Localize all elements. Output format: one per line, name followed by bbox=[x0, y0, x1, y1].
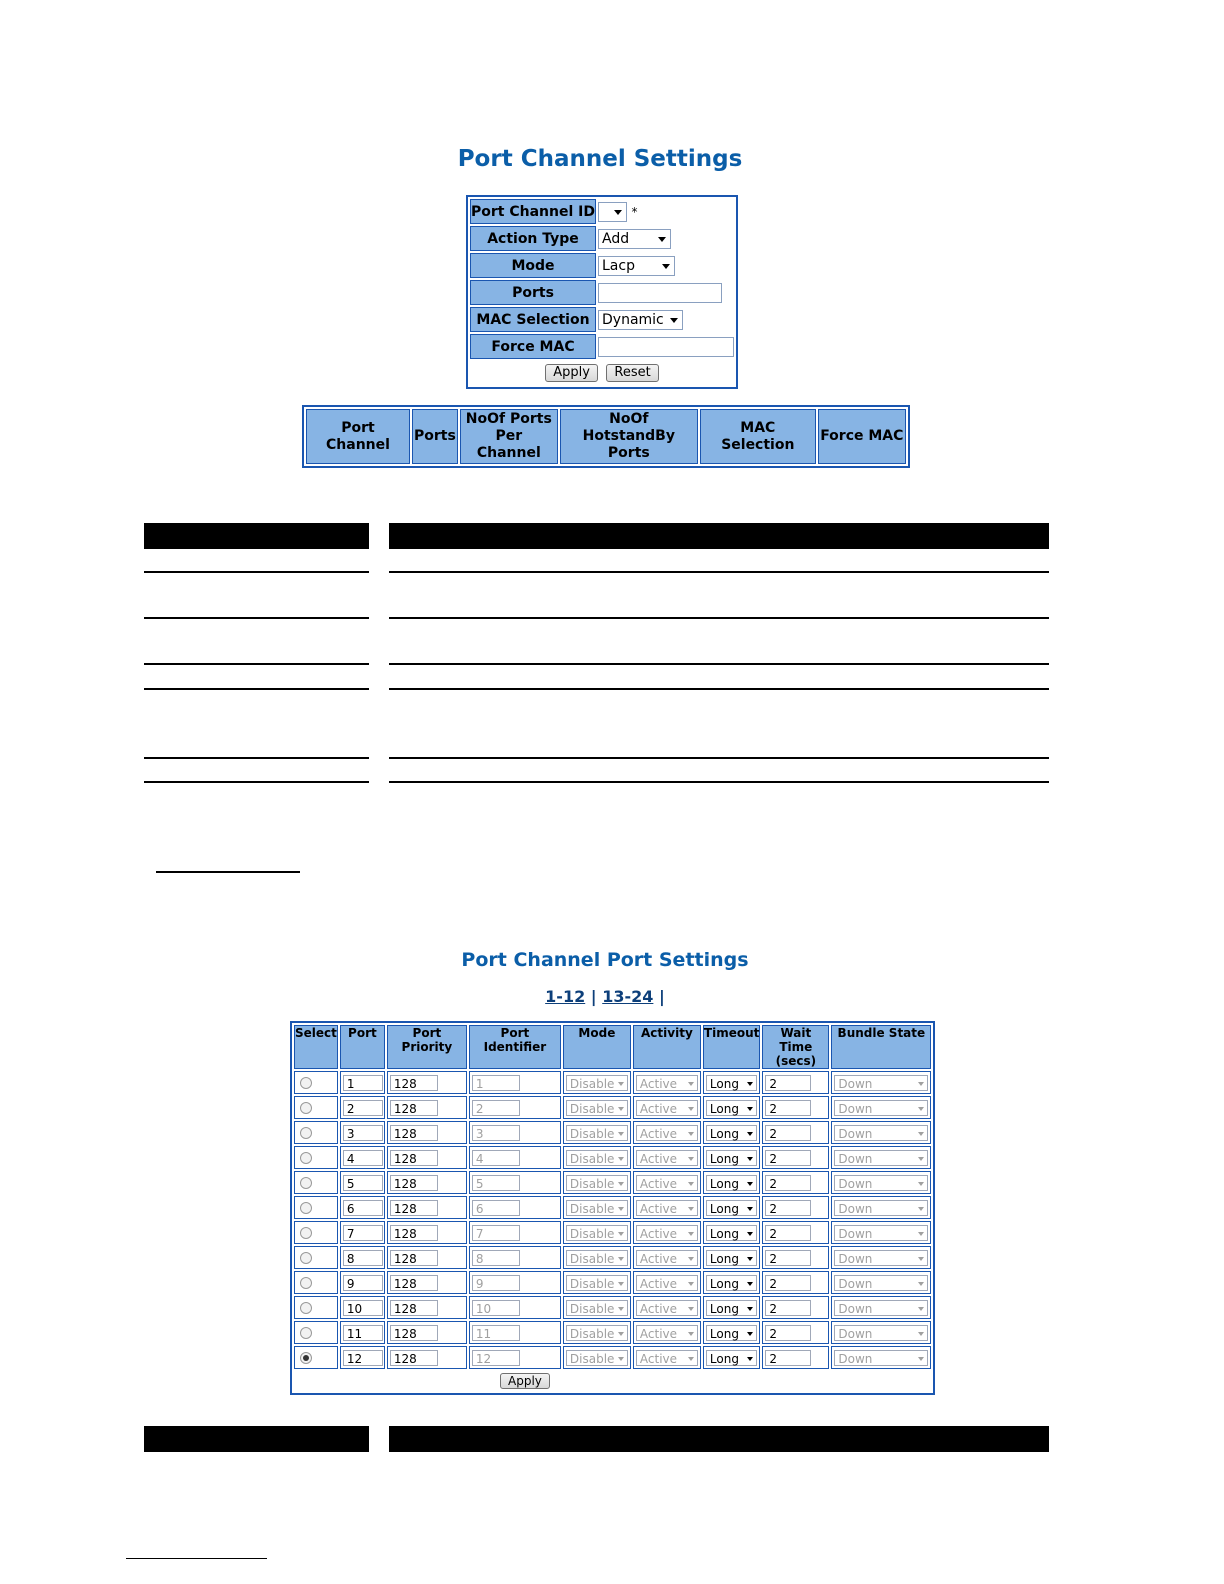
activity-select: Active bbox=[636, 1150, 698, 1166]
port-input[interactable]: 2 bbox=[343, 1100, 383, 1116]
chevron-down-icon bbox=[747, 1332, 753, 1336]
divider bbox=[144, 617, 369, 619]
mac-selection-label: MAC Selection bbox=[470, 307, 596, 332]
timeout-select[interactable]: Long bbox=[706, 1175, 757, 1191]
chevron-down-icon bbox=[618, 1307, 624, 1311]
port-settings-apply-button[interactable]: Apply bbox=[500, 1373, 550, 1389]
port-identifier-input: 12 bbox=[472, 1350, 520, 1366]
port-priority-input[interactable]: 128 bbox=[390, 1325, 438, 1341]
divider bbox=[389, 617, 1049, 619]
port-identifier-input: 2 bbox=[472, 1100, 520, 1116]
chevron-down-icon bbox=[918, 1132, 924, 1136]
row-select-radio[interactable] bbox=[300, 1102, 312, 1114]
table-row bbox=[294, 1071, 931, 1094]
chevron-down-icon bbox=[618, 1157, 624, 1161]
port-priority-input[interactable]: 128 bbox=[390, 1275, 438, 1291]
chevron-down-icon bbox=[688, 1357, 694, 1361]
row-select-radio[interactable] bbox=[300, 1177, 312, 1189]
chevron-down-icon bbox=[747, 1157, 753, 1161]
object-header-bar bbox=[144, 1426, 369, 1452]
port-settings-table bbox=[290, 1021, 935, 1395]
force-mac-label: Force MAC bbox=[470, 334, 596, 359]
chevron-down-icon bbox=[614, 210, 622, 215]
table-row bbox=[294, 1146, 931, 1169]
chevron-down-icon bbox=[618, 1207, 624, 1211]
activity-select: Active bbox=[636, 1350, 698, 1366]
port-identifier-input: 10 bbox=[472, 1300, 520, 1316]
row-select-radio[interactable] bbox=[300, 1202, 312, 1214]
wait-time-input[interactable]: 2 bbox=[765, 1125, 811, 1141]
description-header-bar bbox=[389, 523, 1049, 549]
timeout-select[interactable]: Long bbox=[706, 1275, 757, 1291]
column-header: Timeout bbox=[703, 1025, 760, 1069]
activity-select: Active bbox=[636, 1300, 698, 1316]
port-settings-title: Port Channel Port Settings bbox=[461, 949, 749, 971]
port-input[interactable]: 3 bbox=[343, 1125, 383, 1141]
timeout-select[interactable]: Long bbox=[706, 1325, 757, 1341]
mode-select[interactable]: Lacp bbox=[598, 256, 675, 276]
chevron-down-icon bbox=[688, 1157, 694, 1161]
chevron-down-icon bbox=[918, 1332, 924, 1336]
pager-link-1-12[interactable]: 1-12 bbox=[545, 987, 586, 1006]
chevron-down-icon bbox=[688, 1132, 694, 1136]
wait-time-input[interactable]: 2 bbox=[765, 1250, 811, 1266]
timeout-select[interactable]: Long bbox=[706, 1300, 757, 1316]
chevron-down-icon bbox=[618, 1082, 624, 1086]
bundle-state-select: Down bbox=[834, 1150, 928, 1166]
pager-link-13-24[interactable]: 13-24 bbox=[602, 987, 654, 1006]
chevron-down-icon bbox=[662, 264, 670, 269]
mode-select: Disable bbox=[566, 1175, 628, 1191]
divider bbox=[389, 663, 1049, 665]
port-channel-form bbox=[466, 195, 738, 389]
row-select-radio[interactable] bbox=[300, 1152, 312, 1164]
port-priority-input[interactable]: 128 bbox=[390, 1075, 438, 1091]
divider bbox=[389, 571, 1049, 573]
chevron-down-icon bbox=[918, 1082, 924, 1086]
chevron-down-icon bbox=[747, 1357, 753, 1361]
column-header: NoOf Ports Per Channel bbox=[460, 409, 558, 464]
bundle-state-select: Down bbox=[834, 1350, 928, 1366]
bundle-state-select: Down bbox=[834, 1100, 928, 1116]
chevron-down-icon bbox=[747, 1282, 753, 1286]
row-select-radio[interactable] bbox=[300, 1277, 312, 1289]
chevron-down-icon bbox=[918, 1257, 924, 1261]
timeout-select[interactable]: Long bbox=[706, 1125, 757, 1141]
port-channel-id-label: Port Channel ID bbox=[470, 199, 596, 224]
chevron-down-icon bbox=[688, 1282, 694, 1286]
required-marker: * bbox=[631, 204, 638, 219]
chevron-down-icon bbox=[747, 1257, 753, 1261]
mode-select: Disable bbox=[566, 1275, 628, 1291]
mode-select: Disable bbox=[566, 1325, 628, 1341]
chevron-down-icon bbox=[918, 1232, 924, 1236]
force-mac-input[interactable] bbox=[598, 337, 734, 357]
port-input[interactable]: 11 bbox=[343, 1325, 383, 1341]
table-row bbox=[294, 1296, 931, 1319]
activity-select: Active bbox=[636, 1275, 698, 1291]
mode-select: Disable bbox=[566, 1150, 628, 1166]
activity-select: Active bbox=[636, 1200, 698, 1216]
bundle-state-select: Down bbox=[834, 1325, 928, 1341]
pager: 1-12 | 13-24 | bbox=[545, 987, 665, 1006]
table-row bbox=[294, 1096, 931, 1119]
wait-time-input[interactable]: 2 bbox=[765, 1275, 811, 1291]
bundle-state-select: Down bbox=[834, 1275, 928, 1291]
port-input[interactable]: 6 bbox=[343, 1200, 383, 1216]
mode-select: Disable bbox=[566, 1125, 628, 1141]
table-row bbox=[294, 1171, 931, 1194]
row-select-radio[interactable] bbox=[300, 1252, 312, 1264]
mode-select: Disable bbox=[566, 1225, 628, 1241]
column-header: Port Priority bbox=[387, 1025, 467, 1069]
timeout-select[interactable]: Long bbox=[706, 1075, 757, 1091]
column-header: Mode bbox=[563, 1025, 631, 1069]
wait-time-input[interactable]: 2 bbox=[765, 1175, 811, 1191]
timeout-select[interactable]: Long bbox=[706, 1200, 757, 1216]
port-input[interactable]: 10 bbox=[343, 1300, 383, 1316]
wait-time-input[interactable]: 2 bbox=[765, 1325, 811, 1341]
chevron-down-icon bbox=[918, 1207, 924, 1211]
column-header: Wait Time (secs) bbox=[762, 1025, 829, 1069]
divider bbox=[144, 781, 369, 783]
port-priority-input[interactable]: 128 bbox=[390, 1150, 438, 1166]
timeout-select[interactable]: Long bbox=[706, 1225, 757, 1241]
chevron-down-icon bbox=[658, 237, 666, 242]
port-priority-input[interactable]: 128 bbox=[390, 1250, 438, 1266]
mode-select: Disable bbox=[566, 1100, 628, 1116]
timeout-select[interactable]: Long bbox=[706, 1250, 757, 1266]
table-row bbox=[294, 1321, 931, 1344]
wait-time-input[interactable]: 2 bbox=[765, 1350, 811, 1366]
chevron-down-icon bbox=[688, 1182, 694, 1186]
column-header: Bundle State bbox=[831, 1025, 931, 1069]
activity-select: Active bbox=[636, 1125, 698, 1141]
page-title: Port Channel Settings bbox=[457, 146, 743, 172]
divider bbox=[144, 663, 369, 665]
chevron-down-icon bbox=[747, 1107, 753, 1111]
divider bbox=[389, 757, 1049, 759]
divider bbox=[144, 757, 369, 759]
mode-select: Disable bbox=[566, 1300, 628, 1316]
row-select-radio[interactable] bbox=[300, 1227, 312, 1239]
chevron-down-icon bbox=[747, 1182, 753, 1186]
column-header: MAC Selection bbox=[700, 409, 816, 464]
timeout-select[interactable]: Long bbox=[706, 1150, 757, 1166]
port-priority-input[interactable]: 128 bbox=[390, 1350, 438, 1366]
chevron-down-icon bbox=[618, 1182, 624, 1186]
section-underline bbox=[156, 871, 300, 873]
port-input[interactable]: 1 bbox=[343, 1075, 383, 1091]
chevron-down-icon bbox=[688, 1257, 694, 1261]
divider bbox=[144, 688, 369, 690]
activity-select: Active bbox=[636, 1250, 698, 1266]
port-identifier-input: 5 bbox=[472, 1175, 520, 1191]
port-identifier-input: 3 bbox=[472, 1125, 520, 1141]
wait-time-input[interactable]: 2 bbox=[765, 1150, 811, 1166]
chevron-down-icon bbox=[618, 1282, 624, 1286]
chevron-down-icon bbox=[918, 1157, 924, 1161]
activity-select: Active bbox=[636, 1100, 698, 1116]
wait-time-input[interactable]: 2 bbox=[765, 1300, 811, 1316]
description-header-bar bbox=[389, 1426, 1049, 1452]
action-type-label: Action Type bbox=[470, 226, 596, 251]
chevron-down-icon bbox=[688, 1082, 694, 1086]
activity-select: Active bbox=[636, 1325, 698, 1341]
port-identifier-input: 6 bbox=[472, 1200, 520, 1216]
row-select-radio[interactable] bbox=[300, 1127, 312, 1139]
column-header: Port Identifier bbox=[469, 1025, 561, 1069]
port-input[interactable]: 5 bbox=[343, 1175, 383, 1191]
port-priority-input[interactable]: 128 bbox=[390, 1125, 438, 1141]
object-header-bar bbox=[144, 523, 369, 549]
column-header: NoOf HotstandBy Ports bbox=[560, 409, 698, 464]
bundle-state-select: Down bbox=[834, 1075, 928, 1091]
mode-select: Disable bbox=[566, 1350, 628, 1366]
chevron-down-icon bbox=[747, 1232, 753, 1236]
chevron-down-icon bbox=[688, 1232, 694, 1236]
action-type-select[interactable]: Add bbox=[598, 229, 671, 249]
table-row bbox=[294, 1221, 931, 1244]
bundle-state-select: Down bbox=[834, 1250, 928, 1266]
wait-time-input[interactable]: 2 bbox=[765, 1225, 811, 1241]
port-identifier-input: 1 bbox=[472, 1075, 520, 1091]
divider bbox=[389, 781, 1049, 783]
table-row bbox=[294, 1271, 931, 1294]
chevron-down-icon bbox=[918, 1107, 924, 1111]
row-select-radio[interactable] bbox=[300, 1077, 312, 1089]
column-header: Ports bbox=[412, 409, 458, 464]
table-row bbox=[294, 1346, 931, 1369]
reset-button[interactable]: Reset bbox=[606, 364, 658, 382]
chevron-down-icon bbox=[747, 1132, 753, 1136]
chevron-down-icon bbox=[618, 1232, 624, 1236]
wait-time-input[interactable]: 2 bbox=[765, 1075, 811, 1091]
chevron-down-icon bbox=[747, 1207, 753, 1211]
chevron-down-icon bbox=[618, 1257, 624, 1261]
timeout-select[interactable]: Long bbox=[706, 1350, 757, 1366]
row-select-radio[interactable] bbox=[300, 1302, 312, 1314]
chevron-down-icon bbox=[918, 1282, 924, 1286]
mode-label: Mode bbox=[470, 253, 596, 278]
port-input[interactable]: 7 bbox=[343, 1225, 383, 1241]
chevron-down-icon bbox=[670, 318, 678, 323]
table-row bbox=[294, 1121, 931, 1144]
chevron-down-icon bbox=[688, 1307, 694, 1311]
wait-time-input[interactable]: 2 bbox=[765, 1200, 811, 1216]
bundle-state-select: Down bbox=[834, 1225, 928, 1241]
port-input[interactable]: 8 bbox=[343, 1250, 383, 1266]
row-select-radio[interactable] bbox=[300, 1327, 312, 1339]
apply-button[interactable]: Apply bbox=[545, 364, 598, 382]
port-input[interactable]: 12 bbox=[343, 1350, 383, 1366]
port-identifier-input: 4 bbox=[472, 1150, 520, 1166]
chevron-down-icon bbox=[688, 1332, 694, 1336]
footnote-separator bbox=[126, 1558, 267, 1559]
chevron-down-icon bbox=[618, 1357, 624, 1361]
bundle-state-select: Down bbox=[834, 1300, 928, 1316]
mac-selection-select[interactable]: Dynamic bbox=[598, 310, 683, 330]
chevron-down-icon bbox=[747, 1082, 753, 1086]
divider bbox=[389, 688, 1049, 690]
column-header: Force MAC bbox=[818, 409, 906, 464]
row-select-radio[interactable] bbox=[300, 1352, 312, 1364]
table-row bbox=[294, 1246, 931, 1269]
port-priority-input[interactable]: 128 bbox=[390, 1225, 438, 1241]
activity-select: Active bbox=[636, 1075, 698, 1091]
wait-time-input[interactable]: 2 bbox=[765, 1100, 811, 1116]
chevron-down-icon bbox=[688, 1207, 694, 1211]
activity-select: Active bbox=[636, 1175, 698, 1191]
chevron-down-icon bbox=[918, 1307, 924, 1311]
port-channel-table bbox=[302, 405, 910, 468]
column-header: Activity bbox=[633, 1025, 701, 1069]
ports-input[interactable] bbox=[598, 283, 722, 303]
column-header: Select bbox=[294, 1025, 338, 1069]
port-priority-input[interactable]: 128 bbox=[390, 1100, 438, 1116]
column-header: Port bbox=[340, 1025, 385, 1069]
chevron-down-icon bbox=[688, 1107, 694, 1111]
chevron-down-icon bbox=[918, 1357, 924, 1361]
chevron-down-icon bbox=[618, 1132, 624, 1136]
port-input[interactable]: 4 bbox=[343, 1150, 383, 1166]
bundle-state-select: Down bbox=[834, 1125, 928, 1141]
port-channel-id-select[interactable] bbox=[598, 202, 627, 222]
mode-select: Disable bbox=[566, 1075, 628, 1091]
port-input[interactable]: 9 bbox=[343, 1275, 383, 1291]
mode-select: Disable bbox=[566, 1250, 628, 1266]
chevron-down-icon bbox=[747, 1307, 753, 1311]
timeout-select[interactable]: Long bbox=[706, 1100, 757, 1116]
port-identifier-input: 7 bbox=[472, 1225, 520, 1241]
chevron-down-icon bbox=[618, 1332, 624, 1336]
port-priority-input[interactable]: 128 bbox=[390, 1300, 438, 1316]
ports-label: Ports bbox=[470, 280, 596, 305]
port-identifier-input: 9 bbox=[472, 1275, 520, 1291]
chevron-down-icon bbox=[618, 1107, 624, 1111]
bundle-state-select: Down bbox=[834, 1200, 928, 1216]
column-header: Port Channel bbox=[306, 409, 410, 464]
port-priority-input[interactable]: 128 bbox=[390, 1175, 438, 1191]
activity-select: Active bbox=[636, 1225, 698, 1241]
bundle-state-select: Down bbox=[834, 1175, 928, 1191]
port-identifier-input: 11 bbox=[472, 1325, 520, 1341]
divider bbox=[144, 571, 369, 573]
mode-select: Disable bbox=[566, 1200, 628, 1216]
port-priority-input[interactable]: 128 bbox=[390, 1200, 438, 1216]
chevron-down-icon bbox=[918, 1182, 924, 1186]
port-identifier-input: 8 bbox=[472, 1250, 520, 1266]
table-row bbox=[294, 1196, 931, 1219]
